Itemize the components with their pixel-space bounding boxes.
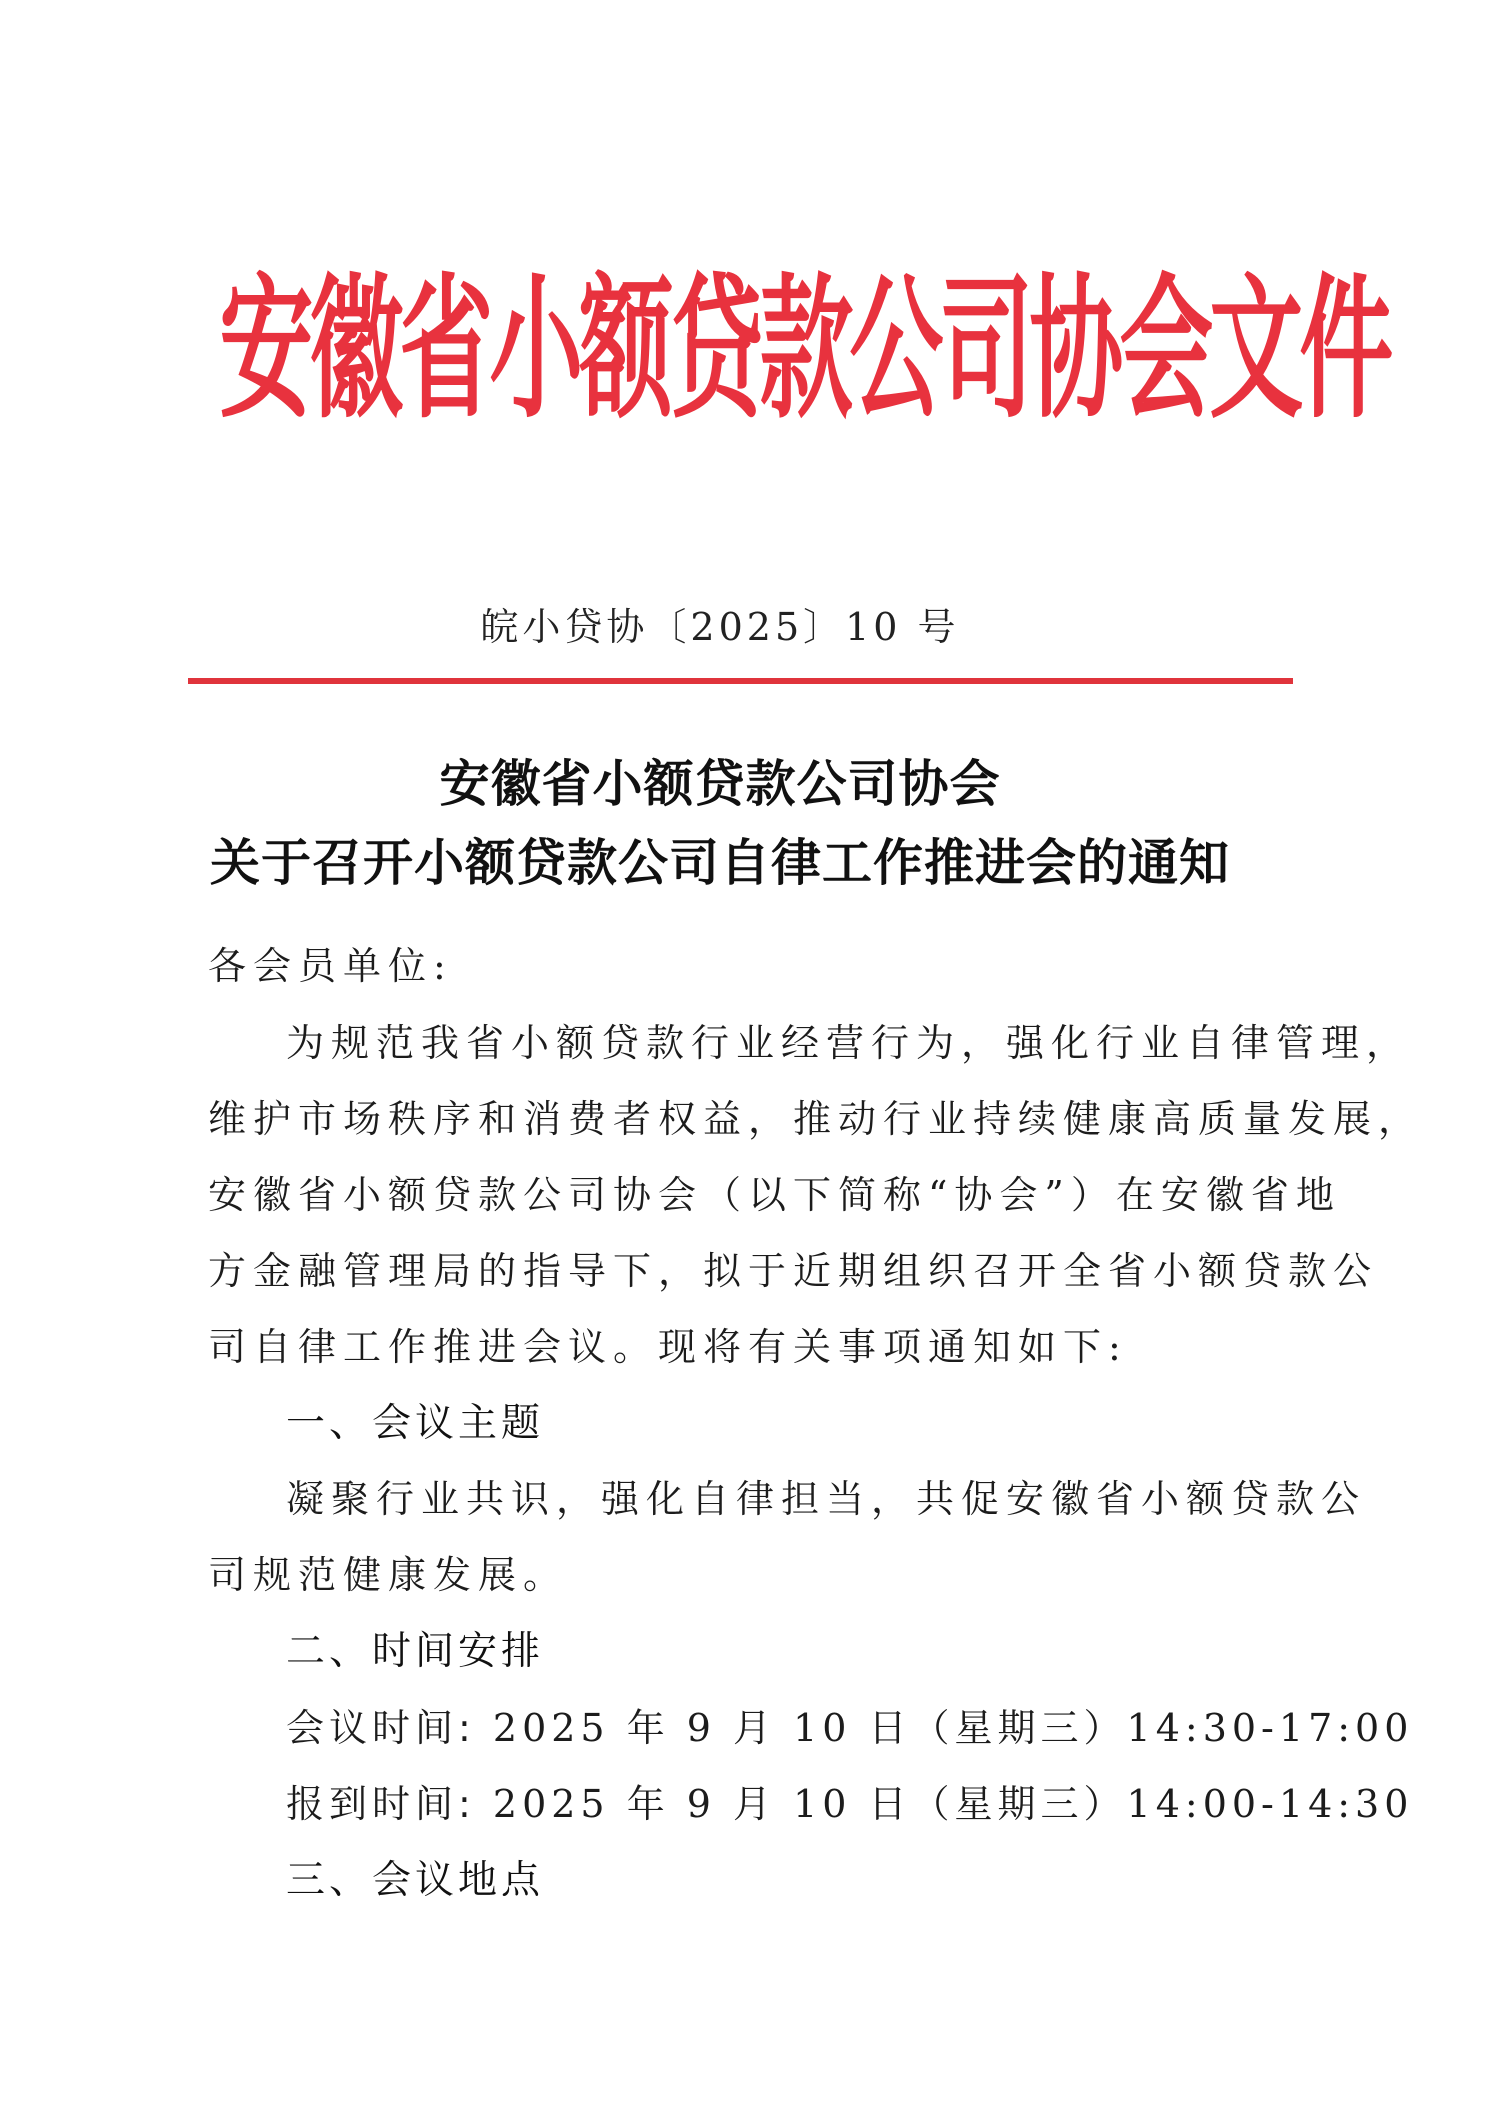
paragraph-line: 为规范我省小额贷款行业经营行为，强化行业自律管理，	[286, 1021, 1412, 1065]
issuer-header	[205, 259, 1394, 440]
checkin-time-row	[286, 1773, 1413, 1828]
salutation: 各会员单位:	[208, 944, 453, 988]
meeting-time-value: 2025 年 9 月 10 日（星期三）14:30-17:00	[492, 1706, 1414, 1750]
document-number: 皖小贷协〔2025〕10 号	[480, 605, 960, 649]
paragraph-line: 凝聚行业共识，强化自律担当，共促安徽省小额贷款公	[286, 1477, 1367, 1521]
issuer-header-char: 文	[1209, 259, 1304, 440]
section-heading-venue: 三、会议地点	[286, 1858, 545, 1903]
paragraph-line: 司规范健康发展。	[208, 1553, 569, 1597]
issuer-header-char: 省	[399, 259, 494, 440]
issuer-header-char: 款	[759, 259, 854, 440]
issuer-header-char: 司	[939, 259, 1034, 440]
checkin-time-value: 2025 年 9 月 10 日（星期三）14:00-14:30	[492, 1782, 1414, 1826]
paragraph-line: 司自律工作推进会议。现将有关事项通知如下:	[208, 1325, 1128, 1369]
paragraph-line: 方金融管理局的指导下，拟于近期组织召开全省小额贷款公	[208, 1249, 1379, 1293]
issuer-header-char: 协	[1029, 259, 1124, 440]
section-heading-theme: 一、会议主题	[286, 1401, 545, 1446]
issuer-header-char: 徽	[309, 259, 404, 440]
meeting-time-label: 会议时间:	[286, 1706, 476, 1750]
checkin-time-label: 报到时间:	[286, 1782, 476, 1826]
issuer-header-char: 会	[1119, 259, 1214, 440]
issuer-header-char: 小	[489, 259, 584, 440]
issuer-header-char: 贷	[669, 259, 764, 440]
section-heading-schedule: 二、时间安排	[286, 1629, 545, 1674]
red-separator-rule	[188, 678, 1293, 684]
paragraph-line: 安徽省小额贷款公司协会（以下简称“协会”）在安徽省地	[208, 1173, 1341, 1217]
notice-title-line-2: 关于召开小额贷款公司自律工作推进会的通知	[210, 833, 1230, 892]
issuer-header-char: 件	[1299, 259, 1394, 440]
issuer-header-char: 额	[579, 259, 674, 440]
notice-title-line-1: 安徽省小额贷款公司协会	[439, 754, 1001, 813]
paragraph-line: 维护市场秩序和消费者权益，推动行业持续健康高质量发展，	[208, 1097, 1424, 1141]
issuer-header-char: 公	[849, 259, 944, 440]
meeting-time-row	[286, 1697, 1413, 1752]
issuer-header-char: 安	[219, 259, 314, 440]
